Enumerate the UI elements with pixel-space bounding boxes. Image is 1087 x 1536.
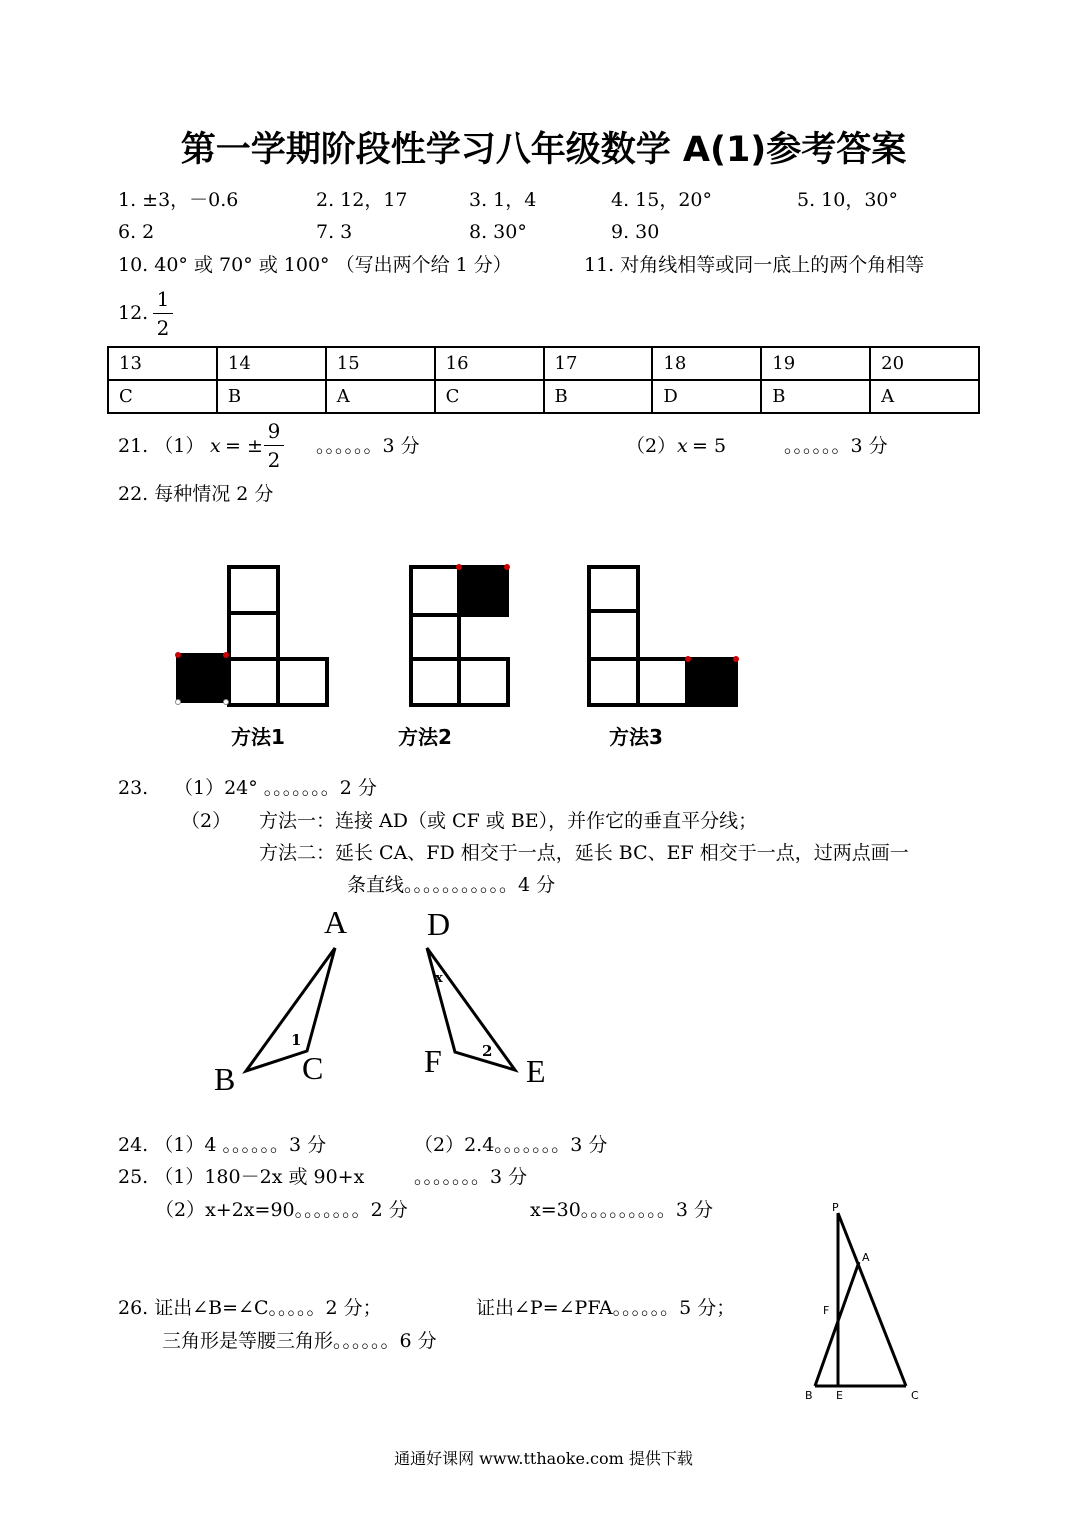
fraction-bar — [153, 313, 173, 314]
point-b-label: B — [805, 1389, 813, 1402]
vertex-b-label: B — [214, 1061, 236, 1097]
table-cell: 15 — [326, 347, 435, 380]
answer-21-var-2: x — [677, 435, 688, 457]
table-cell: 14 — [217, 347, 326, 380]
answer-21-score-2: 。。。。。。3 分 — [784, 435, 888, 457]
angle-x-label: x — [435, 971, 443, 986]
answer-1: 1. ±3，－0.6 — [118, 189, 239, 211]
answer-23-part-2-label: （2） — [181, 810, 232, 832]
segment-pc — [838, 1213, 906, 1386]
answer-26-line-2: 三角形是等腰三角形。。。。。。6 分 — [162, 1330, 437, 1352]
answer-22: 22. 每种情况 2 分 — [118, 483, 274, 505]
answer-5: 5. 10，30° — [797, 189, 899, 211]
answer-24-part-1: 24. （1）4 。。。。。。3 分 — [118, 1134, 327, 1156]
answer-23-method-2-cont: 条直线。。。。。。。。。。。4 分 — [347, 874, 556, 896]
table-answer-row — [108, 380, 979, 413]
method-3-caption: 方法3 — [609, 725, 663, 749]
choice-answer-table — [107, 346, 980, 414]
answer-6: 6. 2 — [118, 221, 155, 243]
angle-1-label: 1 — [291, 1031, 302, 1049]
method-2-caption: 方法2 — [398, 725, 452, 749]
answer-4: 4. 15，20° — [611, 189, 713, 211]
answer-21-label: 21. （1） — [118, 435, 205, 457]
answer-26-line-1b: 证出∠P=∠PFA。。。。。。5 分； — [476, 1297, 736, 1319]
point-e-label: E — [836, 1389, 843, 1402]
grid-figures — [0, 555, 1087, 755]
answer-23-number: 23. — [118, 777, 149, 799]
vertex-a-label: A — [324, 904, 348, 940]
answer-26-line-1a: 26. 证出∠B=∠C。。。。。2 分； — [118, 1297, 382, 1319]
footer-credit: 通通好课网 www.tthaoke.com 提供下载 — [394, 1449, 693, 1468]
answer-24-part-2: （2）2.4。。。。。。。3 分 — [414, 1134, 608, 1156]
table-cell: B — [544, 380, 653, 413]
answer-21-equals: = ± — [225, 435, 263, 457]
vertex-f-label: F — [424, 1043, 442, 1079]
answer-21-score-1: 。。。。。。3 分 — [316, 435, 420, 457]
answer-21-fraction — [264, 419, 284, 472]
answer-21-var: x — [210, 435, 221, 457]
table-cell: B — [761, 380, 870, 413]
isosceles-figure — [795, 1200, 935, 1400]
page-title: 第一学期阶段性学习八年级数学 A(1)参考答案 — [180, 130, 907, 170]
method-1-figure — [175, 567, 327, 705]
angle-2-label: 2 — [482, 1042, 493, 1060]
answer-21-label-2: （2） — [626, 435, 677, 457]
table-cell: A — [870, 380, 979, 413]
answer-11: 11. 对角线相等或同一底上的两个角相等 — [584, 254, 925, 276]
table-cell: 18 — [652, 347, 761, 380]
point-c-label: C — [911, 1389, 919, 1402]
answer-23-method-2: 方法二：延长 CA、FD 相交于一点，延长 BC、EF 相交于一点，过两点画一 — [259, 842, 909, 864]
answer-25-part-1-score: 。。。。。。。3 分 — [414, 1166, 528, 1188]
point-p-label: P — [832, 1201, 839, 1214]
point-f-label: F — [823, 1304, 830, 1317]
table-cell: C — [108, 380, 217, 413]
answer-12-label: 12. — [118, 302, 149, 324]
table-cell: 16 — [435, 347, 544, 380]
fraction-denominator: 2 — [267, 448, 281, 472]
answer-21-equals-2: = 5 — [692, 435, 727, 457]
method-1-caption: 方法1 — [231, 725, 285, 749]
answer-23-method-1: 方法一：连接 AD（或 CF 或 BE），并作它的垂直平分线； — [259, 810, 758, 832]
point-a-label: A — [862, 1251, 870, 1264]
table-cell: 13 — [108, 347, 217, 380]
answer-3: 3. 1，4 — [469, 189, 537, 211]
table-cell: C — [435, 380, 544, 413]
answer-25-part-2: （2）x+2x=90。。。。。。。2 分 — [155, 1199, 408, 1221]
table-cell: 19 — [761, 347, 870, 380]
table-header-row — [108, 347, 979, 380]
table-cell: 17 — [544, 347, 653, 380]
answer-12-fraction — [153, 287, 173, 340]
table-cell: B — [217, 380, 326, 413]
answer-8: 8. 30° — [469, 221, 527, 243]
table-cell: A — [326, 380, 435, 413]
answer-10: 10. 40° 或 70° 或 100° （写出两个给 1 分） — [118, 254, 512, 276]
fraction-bar — [264, 445, 284, 446]
answer-23-part-1: （1）24° 。。。。。。。2 分 — [174, 777, 377, 799]
table-cell: D — [652, 380, 761, 413]
answer-7: 7. 3 — [316, 221, 353, 243]
vertex-d-label: D — [427, 906, 451, 942]
fraction-denominator: 2 — [156, 316, 170, 340]
answer-2: 2. 12，17 — [316, 189, 408, 211]
answer-25-part-2-result: x=30。。。。。。。。。3 分 — [530, 1199, 713, 1221]
fraction-numerator: 9 — [267, 419, 281, 443]
answer-25-part-1: 25. （1）180－2x 或 90+x — [118, 1166, 365, 1188]
table-cell: 20 — [870, 347, 979, 380]
method-3-figure — [589, 567, 739, 705]
vertex-c-label: C — [302, 1050, 324, 1086]
fraction-numerator: 1 — [156, 287, 170, 311]
vertex-e-label: E — [526, 1053, 546, 1089]
answer-9: 9. 30 — [611, 221, 660, 243]
method-2-figure — [411, 564, 510, 705]
